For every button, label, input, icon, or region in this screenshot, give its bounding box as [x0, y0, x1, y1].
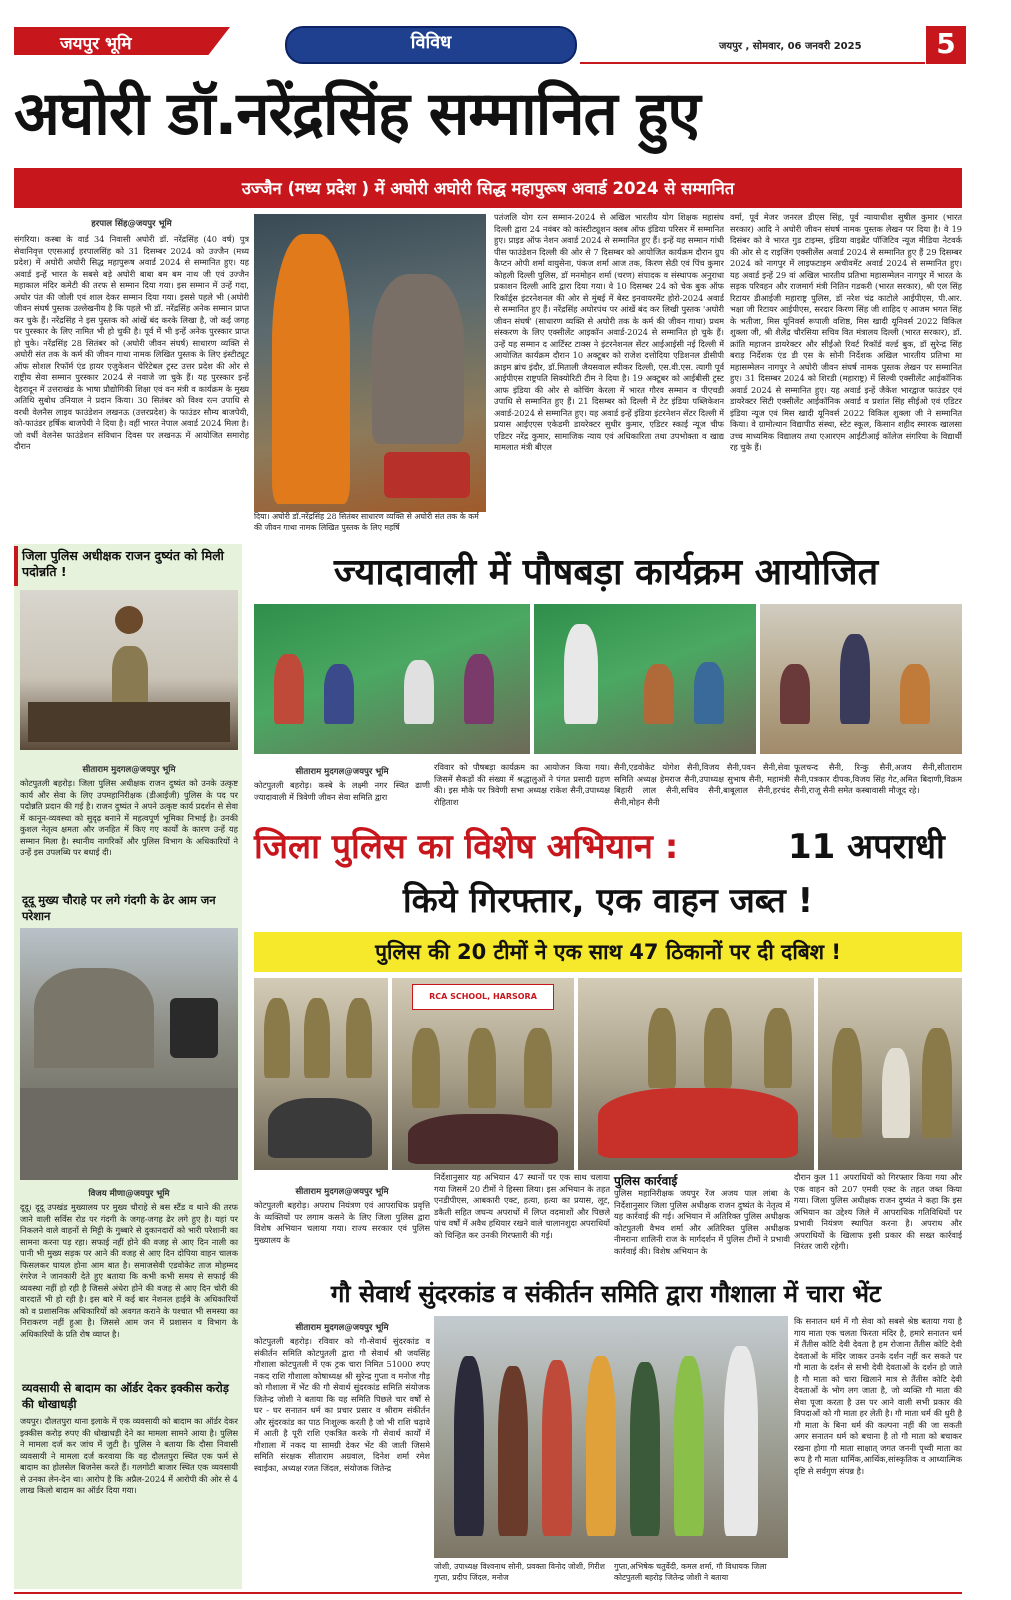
- dateline: जयपुर , सोमवार, 06 जनवरी 2025: [719, 41, 862, 52]
- officer-figure: [112, 646, 148, 706]
- police-photo-4: [818, 978, 962, 1170]
- office-desk: [28, 702, 230, 742]
- sidebar-story3-headline: व्यवसायी से बादाम का ऑर्डर देकर इक्कीस करोड़ की धोखाधड़ी: [22, 1381, 229, 1411]
- officer-figure: [524, 1028, 552, 1108]
- crowd-figure: [324, 664, 354, 724]
- police-byline: सीताराम मुदगल@जयपुर भूमि: [295, 1187, 389, 1197]
- gaushala-caption-2: गुप्ता,अभिषेक चतुर्वेदी, कमल शर्मा, गौ विधायक जिला कोटपुतली बहरोड़ जितेन्द्र जोशी ने बताया: [614, 1562, 788, 1586]
- officer-figure: [412, 1028, 440, 1108]
- poshbada-photo-1: [254, 604, 530, 754]
- lead-col3-text: पतंजलि योग रत्न सम्मान-2024 से अखिल भारतीय योग शिक्षक महासंघ दिल्ली द्वारा 24 नवंबर को कांस्टीट्यूशन क्लब ऑफ इंडिया परिसर में सम्मानित हुए। प्राइड ऑफ नेशन अवार्ड 2024 से सम्मानित हुए हैं। इन्हें यह सम्मान गांधी पीस फाउंडेशन दिल्ली की ओर से 7 दिसम्बर को आयोजित कार्यक्रम दौरान ग्रुप कैप्टन ओपी शर्मा वायुसेना, पंकज शर्मा आज तक, किरण सेठी एवं पिंच कुमार कोहली दिल्ली पुलिस, डॉ मनमोहन शर्मा (चरण) संपादक व संस्थापक अनुराधा प्रकाशन दिल्ली आदि द्वारा दिया गया। वे 10 दिसम्बर 24 को चेक बुक ऑफ रिकॉर्ड्स इंटरनेशनल की ओर से मुंबई में बेस्ट इनवायरमेंट होरो-2024 अवार्ड से सम्मानित हुए हैं। नरेंद्रसिंह अघोरपंथ पर आंखें बंद कर लिखी पुस्तक 'अघोरी जीवन संघर्ष' (साधारण व्यक्ति से अघोरी तक के कर्म की जीवन गाथा) प्रथम संस्करण के लिए एक्सीलेंट आइकॉन अवार्ड-2024 से सम्मानित हो चुके हैं। उन्हें यह सम्मान द आर्टिस्ट टाक्स ने इंटरनेशनल सेंटर आईआईसी नई दिल्ली में आयोजित कार्यक्रम दौरान 10 अक्टूबर को राजेश दत्तोदिया एडिशनल डीसीपी क्राइम ब्रांच इंदौर, डॉ.मिताली जैयसवाल स्पीकर दिल्ली, एस.वी.एस. त्यागी पूर्व आईपीएस राष्ट्रपति सिक्योरिटी टीम ने दिया है। 19 अक्टूबर को आईबीसी ट्रस्ट आफ इंडिया की ओर से कोचिंग केरला में भारत गौरव सम्मान व पीएचडी उपाधि से सम्मानित हुए हैं। 21 दिसम्बर को दिल्ली में टेट इंडिया पब्लिकेशन अवार्ड-2024 से सम्मानित हुए। यह अवार्ड इन्हें इंडिया इंटरनेशन सेंटर दिल्ली में प्रयास आईएएस एकेडमी डायरेक्टर सुधीर कुमार, एडिटर स्काई न्यूज चीफ एडिटर नरेंद्र कुमार, सामाजिक न्याय एवं अधिकारिता तथा उपभोक्ता व खाद्य मामलात मंत्री बीएल: [494, 212, 724, 452]
- lead-subheadline: उज्जैन (मध्य प्रदेश ) में अघोरी अघोरी सिद्ध महापुरूष अवार्ड 2024 से सम्मानित: [241, 179, 735, 198]
- officer-figure: [704, 1008, 732, 1088]
- officer-figure: [922, 1028, 952, 1138]
- office-emblem: [115, 606, 143, 634]
- police-col1: कोटपुतली बहरोड़। अपराध नियंत्रण एवं आपराधिक प्रवृत्ति के व्यक्तियों पर लगाम कसने के लिए जिला पुलिस द्वारा विशेष अभियान चलाया गया। राज्य सरकार एवं पुलिस मुख्यालय के: [254, 1200, 430, 1245]
- member-figure: [630, 1362, 660, 1536]
- poshbada-photo-2: [534, 604, 756, 754]
- member-figure: [542, 1360, 572, 1536]
- officer-figure: [648, 1008, 676, 1088]
- brand-name: जयपुर भूमि: [60, 34, 132, 54]
- lead-photo: [254, 214, 486, 512]
- poshbada-byline: सीताराम मुदगल@जयपुर भूमि: [295, 767, 389, 777]
- seated-sadhu-figure: [372, 274, 464, 444]
- sidebar-story1-text: कोटपुतली बहरोड़। जिला पुलिस अधीक्षक राजन दुष्यंत को उनके उत्कृष्ट कार्य और सेवा के लिए उपमहानिरीक्षक (डीआईजी) पुलिस के पद पर पदोन्नति प्रदान की गई है। राजन दुष्यंत ने अपने उत्कृष्ट कार्य प्रदर्शन से सेवा में कानून-व्यवस्था को सुदृढ़ बनाने में महत्वपूर्ण भूमिका निभाई है। उनकी कुशल नेतृत्व क्षमता और जनहित में किए गए कार्यों के कारण उन्हें यह सम्मान मिला है। स्थानीय नागरिकों और पुलिस विभाग के अधिकारियों ने उन्हें इस उपलब्धि पर बधाई दी।: [20, 778, 238, 857]
- crowd-figure: [464, 654, 494, 724]
- header-rule: [580, 62, 925, 64]
- accused-figure: [598, 1088, 798, 1158]
- lead-col4-text: वर्मा, पूर्व मेजर जनरल डीएस सिंह, पूर्व न्यायाधीश सुषील कुमार (भारत सरकार) आदि ने अघोरी जीवन संघर्ष नामक पुस्तक लेखन पर दिया है। वे 19 दिसंबर को वे भारत गुड टाइम्स, इंडिया वाइब्रेंट पॉजिटिव न्यूज मीडिया नेटवर्क की ओर से द राइजिंग एक्सीलेंस अवार्ड 2024 से सम्मानित हुए हैं 29 दिसम्बर 2024 को नागपुर में लाइफटाइम अचीवमेंट अवार्ड 2024 से सम्मानित हुए। यह अवार्ड इन्हें 29 वां अखिल भारतीय प्रतिभा महासम्मेलन नागपुर में भारत के सड़क परिवहन और राजमार्ग मंत्री नितिन गडकरी (भारत सरकार), श्री एल सिंह रिटायर डीआईजी महाराष्ट्र पुलिस, डॉ नरेश चंद्र काटोले आईपीएस, पी.आर. भक्षा जी रिटायर आईपीएस, सरदार किरण सिंह जी शाहिद ए आजम भगत सिंह के भतीजा, मिस यूनिवर्स रूपाली वशिष्ठ, मिस खादी यूनिवर्स 2022 विकिल शुक्ला जी, श्री शैलेंद्र चौरसिया सचिव वित मंत्रालय दिल्ली (भारत सरकार), डॉ. क्रांति महाजन डायरेक्टर और सीईओ रिवर्ट रिकॉर्ड वर्ल्ड बुक, डॉ सुरेन्द्र सिंह बराड़ निर्देशक एंड डी एस के सोनी निर्देशक अखिल भारतीय प्रतिभा मा महासम्मेलन नागपुर ने अघोरी जीवन संघर्ष नामक पुस्तक लेखन पर सम्मानित हुए। 31 दिसम्बर 2024 को शिरडी (महाराष्ट्र) में सिल्वी एक्सीलेंट आईकॉनिक अवार्ड 2024 से सम्मानित हुए। यह अवार्ड इन्हें जैकेश भारद्वाज फाउंडर एवं डायरेक्टर सिटी एक्सीलेंट आईकॉनिक अवार्ड व प्रशांत सिंह सीईओ एवं एडिटर इंडिया न्यूज एवं मिस खादी यूनिवर्स 2022 विकिल शुक्ला जी ने सम्मानित किया। वे ग्रामोत्थान विद्यापीठ संस्था, स्टेट स्कूल, किसान शहीद स्मारक खालसा उच्च माध्यमिक विद्यालय तथा एआरएम आईटीआई कॉलेज संगरिया के विद्यार्थी रह चुके हैं।: [730, 212, 962, 452]
- police-col3: पुलिस महानिरीक्षक जयपुर रेंज अजय पाल लांबा के निर्देशानुसार जिला पुलिस अधीक्षक राजन दुष्यंत के नेतृत्व में यह कार्रवाई की गई। अभियान में अतिरिक्त पुलिस अधीक्षक कोटपुतली वैभव शर्मा और अतिरिक्त पुलिस अधीक्षक नीमराना शालिनी राज के मार्गदर्शन में पुलिस टीमों ने प्रभावी कार्रवाई की। विशेष अभियान के: [614, 1188, 790, 1256]
- crowd-figure: [404, 660, 434, 724]
- gaushala-col3: कि सनातन धर्म में गौ सेवा को सबसे श्रेष्ठ बताया गया है गाय माता एक चलता फिरता मंदिर है, हमारे सनातन धर्म में तैंतीस कोटि देवी देवता है हम रोजाना तैंतीस कोटि देवी देवताओं के मंदिर जाकर उनके दर्शन नहीं कर सकते पर गौ माता के दर्शन से सभी देवी देवताओं के दर्शन हो जाते है गौ माता को चारा खिलाने मात्र से तैंतीस कोटि देवी देवताओं के भोग लग जाता है, जो व्यक्ति गौ माता की सेवा पूजा करता है उस पर आने वाली सभी प्रकार की विपदाओं को गौ माता हर लेती है। गौ माता धर्म की धुरी है गौ माता के बिना धर्म की कल्पना नहीं की जा सकती अगर सनातन धर्म को बचाना है तो गौ माता को बचाकर रखना होगा गौ माता साक्षात् जगत जननी पृथ्वी माता का रूप है गौ माता धार्मिक,आर्थिक,सांस्कृतिक व आध्यात्मिक दृष्टि से सर्वगुण संपन्न है।: [794, 1316, 962, 1476]
- poshbada-headline: ज्यादावाली में पौषबड़ा कार्यक्रम आयोजित: [333, 552, 879, 593]
- officer-figure: [346, 998, 372, 1078]
- sidebar-story2-byline: विजय मीणा@जयपुर भूमि: [88, 1189, 170, 1199]
- poshbada-photo-3: [760, 604, 962, 754]
- member-figure: [724, 1346, 758, 1536]
- crowd-figure: [644, 664, 674, 724]
- lead-photo-caption: दिया। अघोरी डॉ.नरेंद्रसिंह 28 सितंबर साधारण व्यक्ति से अघोरी संत तक के कर्म की जीवन गाथा नामक लिखित पुस्तक के लिए महर्षि: [254, 512, 486, 538]
- member-figure: [674, 1356, 704, 1536]
- school-sign-text: RCA SCHOOL, HARSORA: [429, 992, 537, 1001]
- crowd-figure: [900, 664, 930, 724]
- police-headline-line2: किये गिरफ्तार, एक वाहन जब्त !: [402, 881, 814, 921]
- police-photo-3: [578, 978, 814, 1170]
- garbage-heap: [34, 968, 154, 1068]
- accused-figure: [268, 1098, 372, 1158]
- police-col2: निर्देशानुसार यह अभियान 47 स्थानों पर एक साथ चलाया गया जिसमें 20 टीमों ने हिस्सा लिया। इस अभियान के तहत एनडीपीएस, आबकारी एक्ट, हत्या, हत्या का प्रयास, लूट, डकैती सहित जघन्य अपराधों में लिप्त वदमाशों और पिछले पांच वर्षों में अवैध हथियार रखने वाले चालानशुदा अपराधियों को चिन्हित कर उनकी गिरफ्तारी की गई।: [434, 1172, 610, 1240]
- crowd-figure: [564, 624, 598, 724]
- sidebar-story3-text: जयपुर। दौलतपुरा थाना इलाके में एक व्यवसायी को बादाम का ऑर्डर देकर इक्कीस करोड़ रुपए की धोखाधड़ी देने का मामला सामने आया है। पुलिस ने मामला दर्ज कर जांच में जुटी है। पुलिस ने बताया कि दौसा निवासी व्यवसायी ने मामला दर्ज करवाया कि वह दौलतपुरा स्थित एक फर्म से बादाम का होलसेल बिजनेस करते हैं। गलगोटी बाजार स्थित एक व्यवसायी से उनका लेन-देन था। आरोप है कि अप्रैल-2024 में आरोपी की ओर से 4 लाख किलो बादाम का ऑर्डर दिया गया।: [20, 1416, 238, 1495]
- offering-plate: [384, 452, 470, 498]
- lead-byline: हरपाल सिंह@जयपुर भूमि: [91, 219, 172, 229]
- sidebar-story2-text: दूदू। दूदू उपखंड मुख्यालय पर मुख्य चौराहे से बस स्टैंड व थाने की तरफ जाने वाली सर्विस रोड पर गंदगी के जगह-जगह ढेर लगे हुए है। यहां पर निकलने वाले वाहनों से मिट्टी के गुब्बारे से दुकानदारों को भारी परेशानी का सामना करना पड़ रहा। सफाई नहीं होने की वजह से आए दिन नाली का पानी भी मुख्य सड़क पर आने की वजह से आए दिन दोपिया वाहन चालक फिसलकर घायल होना आम बात है। समाजसेवी एडवोकेट ताज मोहम्मद रंगरेज ने जानकारी देते हुए बताया कि कभी कभी समय से सफाई की व्यवस्था नहीं हो रही है जिससे अंधेरा होने की वजह से आए दिन चोरी की वारदातें भी हो रही है। इस बारे में कई बार नेशनल हाईवे के अधिकारियों को व प्रशासनिक अधिकारियों को अवगत कराने के पश्चात भी समस्या का निराकरण नहीं हुआ है। जिससे आम जन में प्रशासन व विभाग के अधिकारियों के प्रति रोष व्याप्त है।: [20, 1202, 238, 1339]
- police-photo-2: [392, 978, 574, 1170]
- officer-figure: [264, 998, 290, 1078]
- officer-figure: [764, 1008, 792, 1088]
- poshbada-col2: रविवार को पौषबड़ा कार्यक्रम का आयोजन किया गया। जिसमें सैकड़ों की संख्या में श्रद्धालुओं ने पंगत प्रसादी ग्रहण की। इस मौके पर त्रिवेणी सभा अध्यक्ष राकेश सैनी,उपाध्यक्ष रोहिताश: [434, 762, 610, 807]
- gaushala-byline: सीताराम मुदगल@जयपुर भूमि: [295, 1323, 389, 1333]
- poshbada-col1: कोटपुतली बहरोड़। कस्बे के लक्ष्मी नगर स्थित ढाणी ज्यादावाली में त्रिवेणी जीवन सेवा समिति द्वारा: [254, 780, 430, 802]
- police-subhead: पुलिस कार्रवाई: [614, 1174, 678, 1188]
- officer-figure: [468, 1028, 496, 1108]
- officer-figure: [832, 1028, 862, 1138]
- gaushala-headline: गौ सेवार्थ सुंदरकांड व संकीर्तन समिति द्वारा गौशाला में चारा भेंट: [330, 1280, 882, 1308]
- crowd-figure: [780, 664, 810, 724]
- member-figure: [586, 1356, 616, 1536]
- sidebar-story2-headline: दूदू मुख्य चौराहे पर लगे गंदगी के ढेर आम जन परेशान: [22, 893, 216, 923]
- police-banner: पुलिस की 20 टीमों ने एक साथ 47 ठिकानों पर दी दबिश !: [375, 940, 841, 964]
- member-figure: [454, 1356, 484, 1536]
- section-label: विविध: [410, 32, 452, 53]
- accused-figure: [408, 1114, 558, 1164]
- gaushala-col1: कोटपुतली बहरोड़। रविवार को गौ-सेवार्थ सुंदरकांड व संकीर्तन समिति कोटपुतली द्वारा गौ सेवार्थ श्री जयसिंह गौशाला कोटपुतली में एक ट्रक चारा निमित 51000 रुपए नकद राशि गौशाला कोषाध्यक्ष श्री सुरेन्द्र गुप्ता व मनोज गौड़ को गौशाला में भेंट की गौ सेवार्थ सुंदरकांड समिति संयोजक जितेन्द्र जोशी ने बताया कि यह समिति पिछले चार वर्षों से घर - घर सनातन धर्म का प्रचार प्रसार व श्रीराम संकीर्तन और सुंदरकांड का पाठ निःशुल्क करती है जो भी राशि चढ़ावे में आती है पूरी राशि एकत्रित करके गौ सेवार्थ कार्यों में गौशाला में नकद या सामग्री देकर भेंट की जाती जिसमे समिति संरक्षक सीताराम अग्रवाल, दिनेश शर्मा रमेश स्वाईका, अध्यक्ष रजत जिंदल, संयोजक जितेन्द्र: [254, 1336, 430, 1473]
- sidebar-story1-byline: सीताराम मुदगल@जयपुर भूमि: [82, 765, 176, 775]
- motorcycle: [170, 998, 218, 1058]
- poshbada-col3: सैनी,एडवोकेट योगेश सैनी,विजय सैनी,पवन सैनी,सेवा समिति अध्यक्ष हेमराज सैनी,उपाध्यक्ष सुभाष सैनी, महामंत्री बिहारी लाल सैनी,सचिव सैनी,बाबूलाल सैनी,हरचंद सैनी,मोहन सैनी: [614, 762, 790, 807]
- crowd-figure: [840, 634, 870, 724]
- poshbada-col4: फूलचन्द सैनी, रिन्कु सैनी,अजय सैनी,सीताराम सैनी,पत्रकार दीपक,विजय सिंह गेट,अमित बिदाणी,विक्रम सैनी,राजू सैनी समेत कस्बावासी मौजूद रहे।: [794, 762, 962, 795]
- member-figure: [498, 1366, 528, 1536]
- sidebar-story1-headline: जिला पुलिस अधीक्षक राजन दुष्यंत को मिली पदोन्नति !: [22, 548, 224, 579]
- gaushala-photo: [434, 1316, 788, 1558]
- police-headline-black: 11 अपराधी: [788, 827, 945, 867]
- saffron-figure: [272, 234, 350, 504]
- police-headline-red: जिला पुलिस का विशेष अभियान :: [254, 827, 679, 867]
- officer-figure: [304, 998, 330, 1078]
- gaushala-caption-1: जोशी, उपाध्यक्ष विश्वनाथ सोनी, प्रवक्ता विनोद जोशी, गिरीश गुप्ता, प्रदीप जिंदल, मनोज: [434, 1562, 608, 1586]
- wet-road: [20, 1088, 238, 1180]
- police-col4: दौरान कुल 11 अपराधियों को गिरफ्तार किया गया और एक वाहन को 207 एमवी एक्ट के तहत जब्त किया गया। जिला पुलिस अधीक्षक राजन दुष्यंत ने कहा कि इस अभियान का उद्देश्य जिले में आपराधिक गतिविधियों पर प्रभावी नियंत्रण स्थापित करना है। अपराध और अपराधियों के खिलाफ इसी प्रकार की सख्त कार्रवाई निरंतर जारी रहेगी।: [794, 1172, 962, 1251]
- lead-col1-text: संगरिया। कस्बा के वार्ड 34 निवासी अघोरी डॉ. नरेंद्रसिंह (40 वर्ष) पुत्र सेवानिवृत्त एएसआई हरपालसिंह को 31 दिसम्बर 2024 को उज्जैन (मध्य प्रदेश) में अघोरी अघोरी सिद्ध महापुरूष अवार्ड 2024 से सम्मानित हुए। यह अवार्ड इन्हें भारत के सबसे बड़े अघोरी बाबा बम बम नाथ जी एवं उज्जैन महाकाल मंदिर कमेटी की तरफ से सम्मान दिया गया। इस सम्मान में उन्हें गदा, अघोर पंत की जोली एवं शाल देकर सम्मान दिया गया। इससे पहले भी (अघोरी जीवन संघर्ष पुस्तक उल्लेखनीय है कि पहले भी डॉ. नरेंद्रसिंह अनेक सम्मान प्राप्त कर चुके हैं। नरेंद्रसिंह ने इस पुस्तक को आंखें बंद करके लिखा है, जो कई जगह पर पुरस्कार के लिए नामित भी हो चुकी है। पूर्व में भी इन्हें अनेक पुरस्कार प्राप्त हो चुके। नरेंद्रसिंह 28 सितंबर को (अघोरी जीवन संघर्ष) साधारण व्यक्ति से अघोरी संत तक के कर्म की जीवन गाथा नामक लिखित पुस्तक के लिए इंस्टीट्यूट ऑफ सोशल रिफॉर्म एंड हायर एजुकेशन चेरिटेबल ट्रस्ट उत्तर प्रदेश की ओर से राष्ट्रीय सेवा सम्मान पुरस्कार 2024 से नवाजे जा चुके हैं। यह पुरस्कार इन्हें देहरादून में उत्तराखंड के भाषा प्रौद्योगिकी शिक्षा एवं वन मंत्री व कार्यक्रम के मुख्य अतिथि सुबोध उनियाल ने प्रदान किया। 30 सितंबर को विश्व रत्न उपाधि से वरधी वेलनैस लाइव फाउंडेशन लखनऊ (उत्तरप्रदेश) के फाउंडर सौम्य बाजपेयी, को-फाउंडर हर्षिक बाजपेयी ने दिया है। वहीं भारत नेपाल अवार्ड 2024 मिला है। जो वर्धी वेलनेस फाउंडेशन संविधान दिवस पर लखनऊ में आयोजित समारोह दौरान: [14, 234, 249, 451]
- sidebar-story2-photo: [20, 928, 238, 1180]
- lead-headline: अघोरी डॉ.नरेंद्रसिंह सम्मानित हुए: [14, 79, 700, 149]
- sidebar-story1-accent: [14, 546, 18, 586]
- page-number: 5: [936, 27, 956, 60]
- sidebar-story1-photo: [20, 590, 238, 750]
- crowd-figure: [274, 654, 304, 724]
- police-photo-1: [254, 978, 388, 1170]
- footer-rule: [14, 1592, 962, 1594]
- accused-figure: [882, 1048, 910, 1138]
- crowd-figure: [694, 662, 724, 724]
